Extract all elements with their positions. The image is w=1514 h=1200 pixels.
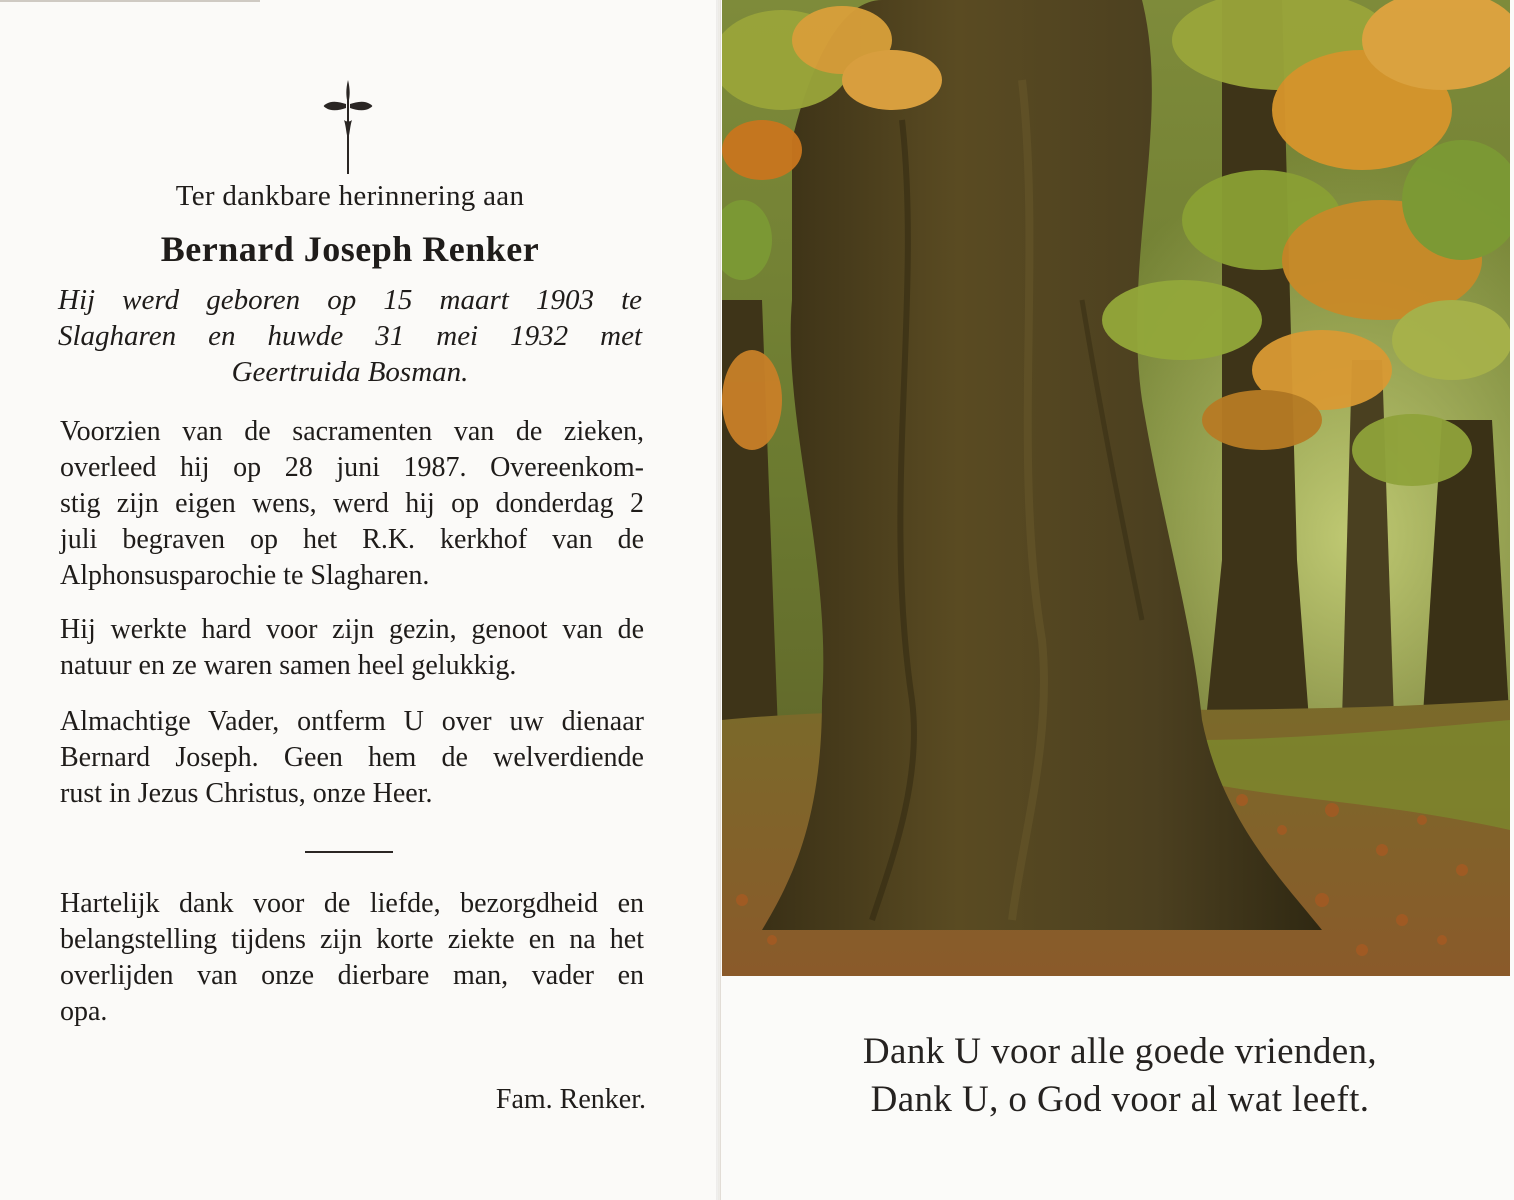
birth-line: Hij werd geboren op 15 maart 1903 te <box>58 284 642 316</box>
birth-marriage-text <box>58 282 642 390</box>
family-paragraph <box>60 612 644 684</box>
paragraph-line: stig zijn eigen wens, werd hij op donderdag 2 <box>60 488 644 519</box>
thanks-paragraph <box>60 886 644 1030</box>
paragraph-line: juli begraven op het R.K. kerkhof van de <box>60 524 644 555</box>
paragraph-line: belangstelling tijdens zijn korte ziekte en na het <box>60 924 644 955</box>
closing-verse <box>760 1028 1480 1124</box>
section-divider <box>305 851 393 853</box>
deceased-name: Bernard Joseph Renker <box>160 229 540 269</box>
birth-line: Geertruida Bosman. <box>231 356 469 388</box>
paragraph-line: rust in Jezus Christus, onze Heer. <box>60 778 433 809</box>
family-signature: Fam. Renker. <box>495 1084 646 1115</box>
cross-icon <box>322 80 374 176</box>
autumn-tree-photo <box>722 0 1510 976</box>
verse-line: Dank U voor alle goede vrienden, <box>862 1031 1378 1072</box>
tree-photo-illustration <box>722 0 1510 976</box>
prayer-paragraph <box>60 704 644 812</box>
paragraph-line: Bernard Joseph. Geen hem de welverdiende <box>60 742 644 773</box>
birth-line: Slagharen en huwde 31 mei 1932 met <box>58 320 642 352</box>
left-card-panel <box>0 0 718 1200</box>
paragraph-line: Almachtige Vader, ontferm U over uw dienaar <box>60 706 644 737</box>
death-paragraph <box>60 414 644 594</box>
intro-text: Ter dankbare herinnering aan <box>175 180 525 212</box>
paragraph-line: opa. <box>60 996 108 1027</box>
paragraph-line: Hartelijk dank voor de liefde, bezorgdheid en <box>60 888 644 919</box>
paragraph-line: overlijden van onze dierbare man, vader en <box>60 960 644 991</box>
paragraph-line: natuur en ze waren samen heel gelukkig. <box>60 650 517 681</box>
paragraph-line: Alphonsusparochie te Slagharen. <box>60 560 430 591</box>
paragraph-line: overleed hij op 28 juni 1987. Overeenkom- <box>60 452 644 483</box>
paragraph-line: Voorzien van de sacramenten van de zieken, <box>60 416 644 447</box>
paragraph-line: Hij werkte hard voor zijn gezin, genoot van de <box>60 614 644 645</box>
scan-edge-line <box>0 0 260 2</box>
verse-line: Dank U, o God voor al wat leeft. <box>870 1079 1370 1120</box>
